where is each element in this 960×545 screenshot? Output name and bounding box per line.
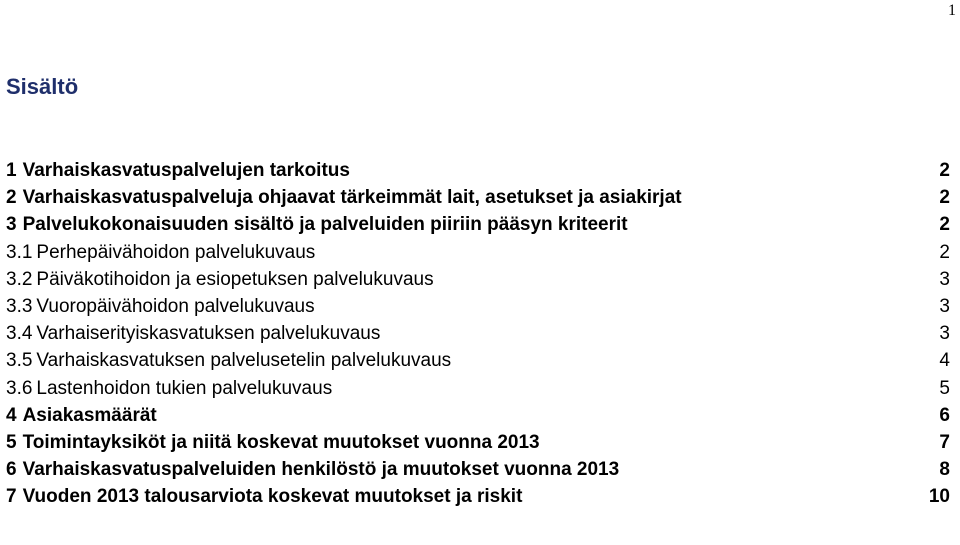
table-of-contents (6, 157, 950, 510)
toc-entry-number: 5 (6, 431, 17, 453)
toc-entry[interactable] (6, 293, 950, 320)
toc-entry-title: Toimintayksiköt ja niitä koskevat muutokset vuonna 2013 (22, 431, 540, 453)
toc-entry-title: Päiväkotihoidon ja esiopetuksen palvelukuvaus (36, 268, 434, 290)
toc-entry[interactable] (6, 347, 950, 374)
toc-entry-number: 3 (6, 214, 17, 236)
toc-entry[interactable] (6, 239, 950, 266)
toc-entry-number: 3.1 (6, 241, 33, 263)
toc-entry-title: Lastenhoidon tukien palvelukuvaus (36, 377, 333, 399)
toc-entry[interactable] (6, 211, 950, 238)
toc-entry-title: Asiakasmäärät (22, 404, 157, 426)
toc-entry-number: 6 (6, 459, 17, 481)
toc-entry[interactable] (6, 456, 950, 483)
toc-entry-page: 3 (939, 268, 950, 290)
toc-entry[interactable] (6, 184, 950, 211)
toc-entry-number: 3.4 (6, 323, 33, 345)
page-number: 1 (948, 2, 956, 19)
toc-entry-page: 5 (939, 377, 950, 399)
toc-entry-title: Varhaiskasvatuspalveluja ohjaavat tärkeimmät lait, asetukset ja asiakirjat (22, 187, 682, 209)
toc-entry-number: 4 (6, 404, 17, 426)
toc-entry-page: 10 (928, 486, 950, 508)
toc-entry-title: Vuoropäivähoidon palvelukuvaus (36, 295, 315, 317)
toc-heading: Sisältö (6, 74, 79, 99)
toc-entry[interactable] (6, 429, 950, 456)
toc-entry-page: 2 (939, 214, 950, 236)
toc-entry-page: 4 (939, 350, 950, 372)
toc-entry-page: 2 (939, 187, 950, 209)
toc-entry[interactable] (6, 402, 950, 429)
toc-entry-page: 8 (939, 459, 950, 481)
toc-entry[interactable] (6, 157, 950, 184)
toc-entry-page: 7 (939, 431, 950, 453)
toc-entry-number: 3.5 (6, 350, 33, 372)
toc-entry[interactable] (6, 483, 950, 510)
toc-entry-title: Varhaiserityiskasvatuksen palvelukuvaus (36, 323, 381, 345)
toc-entry-page: 3 (939, 323, 950, 345)
toc-entry-number: 7 (6, 486, 17, 508)
toc-entry-title: Perhepäivähoidon palvelukuvaus (36, 241, 316, 263)
toc-entry-title: Varhaiskasvatuspalvelujen tarkoitus (22, 160, 350, 181)
toc-entry[interactable] (6, 266, 950, 293)
toc-entry-page: 2 (939, 241, 950, 263)
toc-entry-title: Varhaiskasvatuspalveluiden henkilöstö ja muutokset vuonna 2013 (22, 459, 620, 481)
toc-entry-number: 3.2 (6, 268, 33, 290)
toc-entry-number: 3.3 (6, 295, 33, 317)
toc-entry[interactable] (6, 320, 950, 347)
toc-entry-number: 3.6 (6, 377, 33, 399)
toc-entry-title: Vuoden 2013 talousarviota koskevat muutokset ja riskit (22, 486, 523, 508)
toc-entry-title: Palvelukokonaisuuden sisältö ja palveluiden piiriin pääsyn kriteerit (22, 214, 628, 236)
toc-entry-page: 3 (939, 295, 950, 317)
toc-entry-number: 1 (6, 160, 17, 181)
toc-entry[interactable] (6, 375, 950, 402)
toc-entry-number: 2 (6, 187, 17, 209)
toc-entry-page: 6 (939, 404, 950, 426)
toc-entry-page: 2 (939, 160, 950, 181)
toc-entry-title: Varhaiskasvatuksen palvelusetelin palvelukuvaus (36, 350, 452, 372)
